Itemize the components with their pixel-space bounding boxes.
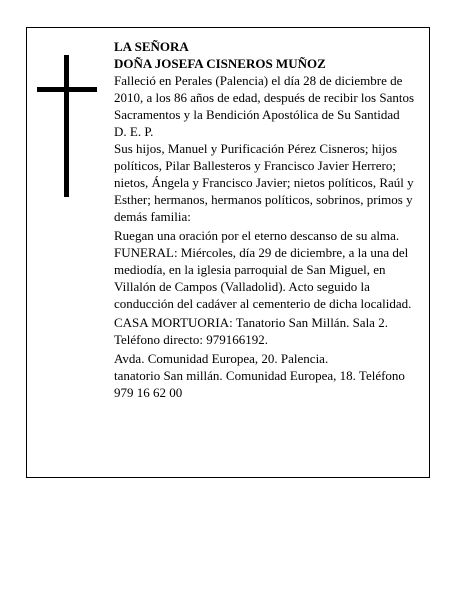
latin-cross-icon [37,55,97,197]
mortuary-paragraph: CASA MORTUORIA: Tanatorio San Millán. Sala 2. Teléfono directo: 979166192. [114,315,388,347]
family-paragraph: Sus hijos, Manuel y Purificación Pérez Cisneros; hijos políticos, Pilar Ballesteros y Francisco Javier Herrero; nietos, Ángela y Francisco Javier; nietos políticos, Raúl y Esther; hermanos, hermanos políticos, sobrinos, primos y demás familia: [114,141,414,224]
tanatorio-paragraph: tanatorio San millán. Comunidad Europea, 18. Teléfono 979 16 62 00 [114,368,405,400]
funeral-paragraph: FUNERAL: Miércoles, día 29 de diciembre, a la una del mediodía, en la iglesia parroquial de San Miguel, en Villalón de Campos (Valladolid). Acto seguido la conducción del cadáver al cementerio de dicha localidad. [114,245,412,311]
death-paragraph: Falleció en Perales (Palencia) el día 28 de diciembre de 2010, a los 86 años de edad, después de recibir los Santos Sacramentos y la Bendición Apostólica de Su Santidad [114,73,415,122]
heading-title: LA SEÑORA [114,39,189,54]
prayer-request: Ruegan una oración por el eterno descanso de su alma. [114,228,400,243]
cross-horizontal-bar [37,87,97,92]
address-line: Avda. Comunidad Europea, 20. Palencia. [114,351,329,366]
rip-line: D. E. P. [114,124,154,139]
cross-vertical-bar [64,55,69,197]
obituary-text [114,38,426,401]
deceased-name: DOÑA JOSEFA CISNEROS MUÑOZ [114,56,326,71]
